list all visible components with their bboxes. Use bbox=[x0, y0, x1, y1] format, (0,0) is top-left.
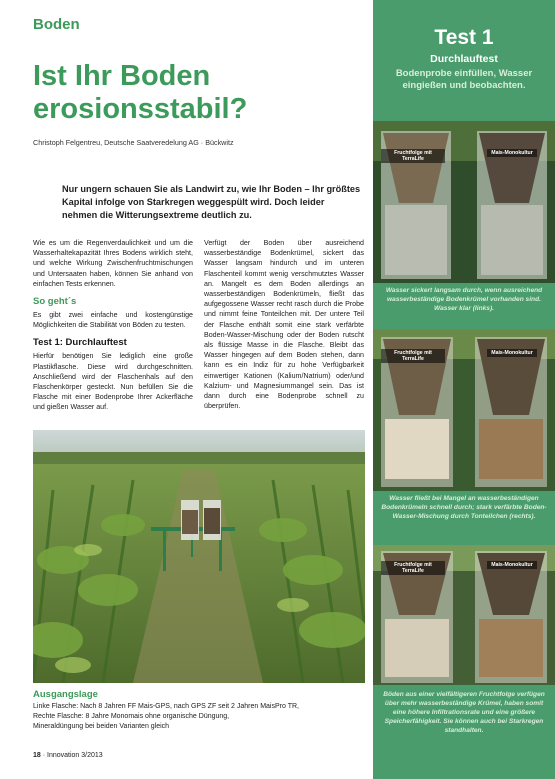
sidebar-caption-2: Wasser fließt bei Mangel an wasserbeständigen Bodenkrümeln schnell durch; stark verfärbte Boden-Wasser-Mischung durch Tonteilchen (rechts). bbox=[381, 495, 547, 520]
label-right-2: Mais-Monokultur bbox=[487, 349, 537, 357]
bottle-photo-2 bbox=[373, 329, 555, 491]
label-left-1: Fruchtfolge mit TerraLife bbox=[381, 149, 445, 163]
page-footer bbox=[33, 752, 103, 759]
column2-paragraph: Verfügt der Boden über ausreichend wasserbeständige Bodenkrümel, sickert das Wasser langsam hindurch und im unteren Flaschenteil kommt wenig verschmutztes Wasser an. Mangelt es dem Boden allerdings an wasserbeständigen Bodenkrümeln, fließt das aufgegossene Wasser recht rasch durch die Probe und nimmt feine Tonteilchen mit. Der untere Teil der Flasche enthält somit eine stark verfärbte Boden-Wasser-Mischung oder der Boden rutscht als flüssige Masse in die Flasche. Bleibt das Wasser hingegen auf dem Boden stehen, dann kann es ein Indiz für zu hohe Verfügbarkeit einwertiger Kationen (Kalium/Natrium) oder/und Kalzium- und Magnesiummangel sein. Das ist dann durch eine Bodenprobe schnell zu überprüfen. bbox=[204, 239, 364, 411]
heading-so-gehts: So geht´s bbox=[33, 296, 77, 308]
sidebar-instruction: Bodenprobe einfüllen, Wasser eingießen und beobachten. bbox=[395, 68, 533, 91]
bottle-photo-3 bbox=[373, 545, 555, 685]
sidebar-test1 bbox=[373, 0, 555, 779]
heading-test1: Test 1: Durchlauftest bbox=[33, 337, 127, 349]
label-right-3: Mais-Monokultur bbox=[487, 561, 537, 569]
page-title: Ist Ihr Boden erosionsstabil? bbox=[33, 60, 248, 125]
section-label: Boden bbox=[33, 16, 80, 33]
label-left-2: Fruchtfolge mit TerraLife bbox=[381, 349, 445, 363]
text-column-1 bbox=[33, 238, 193, 413]
field-photo bbox=[33, 430, 365, 683]
so-gehts-paragraph: Es gibt zwei einfache und kostengünstige Möglichkeiten die Stabilität von Böden zu testen. bbox=[33, 311, 193, 330]
caption-heading: Ausgangslage bbox=[33, 689, 98, 700]
sidebar-caption-1: Wasser sickert langsam durch, wenn ausreichend wasserbeständige Bodenkrümel vorhanden sind. Wasser klar (links). bbox=[385, 287, 543, 312]
sidebar-caption-3: Böden aus einer vielfältigeren Fruchtfolge verfügen über mehr wasserbeständige Krümel, haben somit eine höhere Infiltrationsrate und eine größere Speicherfähigkeit. Sie können auch bei Starkregen standhalten. bbox=[383, 691, 545, 734]
label-right-1: Mais-Monokultur bbox=[487, 149, 537, 157]
label-left-3: Fruchtfolge mit TerraLife bbox=[381, 561, 445, 575]
issue-label: · Innovation 3/2013 bbox=[40, 752, 103, 759]
corn-field-image bbox=[33, 430, 365, 683]
test1-paragraph: Hierfür benötigen Sie lediglich eine große Plastikflasche. Diese wird durchgeschnitten. Anschließend wird der Flaschenhals auf den Flaschenkörper gesteckt. Nun befüllen Sie die Flasche mit einer Bodenprobe Ihrer Ackerfläche und gießen Wasser auf. bbox=[33, 352, 193, 412]
page-number: 18 bbox=[33, 752, 41, 759]
author-line: Christoph Felgentreu, Deutsche Saatveredelung AG · Bückwitz bbox=[33, 138, 234, 147]
sidebar-subtitle: Durchlauftest bbox=[430, 53, 498, 65]
photo-caption: Linke Flasche: Nach 8 Jahren FF Mais-GPS, nach GPS ZF seit 2 Jahren MaisPro TR, Rechte Flasche: 8 Jahre Monomais ohne organische Düngung, Mineraldüngung bei beiden Varianten gleich bbox=[33, 703, 299, 730]
bottle-photo-1 bbox=[373, 121, 555, 283]
sidebar-title: Test 1 bbox=[434, 26, 494, 49]
intro-paragraph: Wie es um die Regenverdaulichkeit und um die Wasserhaltekapazität Ihres Bodens wirklich steht, und welche Wirkung Zwischenfruchtmischungen und Untersaaten haben, können Sie anhand von einfachen Tests erkennen. bbox=[33, 239, 193, 288]
text-column-2 bbox=[204, 238, 364, 411]
lead-paragraph: Nur ungern schauen Sie als Landwirt zu, wie Ihr Boden – Ihr größtes Kapital infolge von Starkregen weggespült wird. Doch leider nehmen die Witterungsextreme deutlich zu. bbox=[62, 184, 361, 220]
